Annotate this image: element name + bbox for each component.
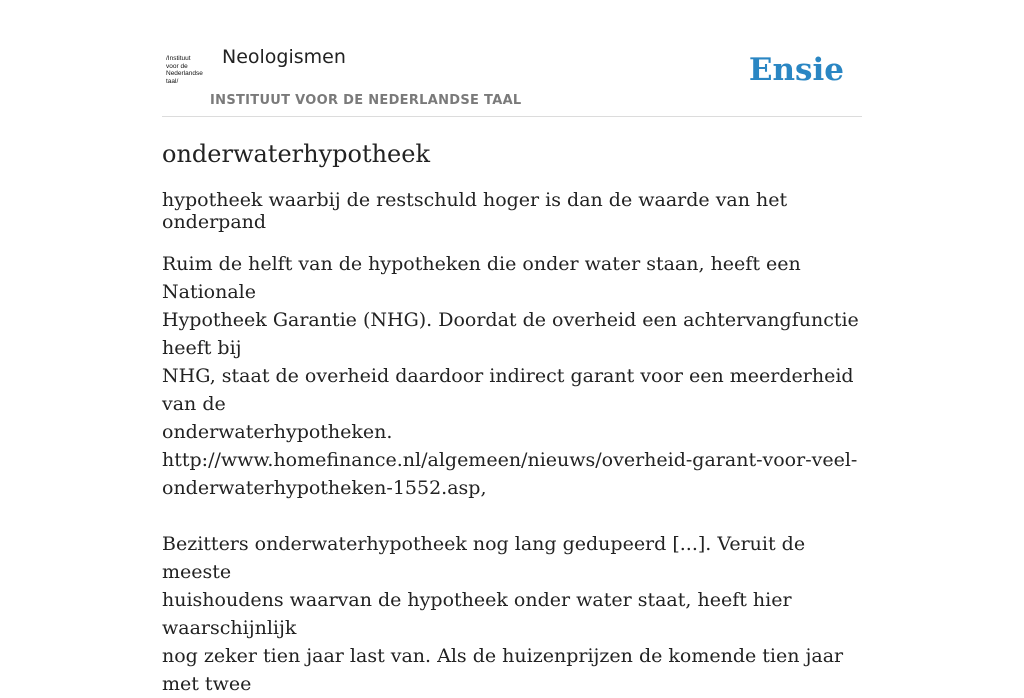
quote-line: Bezitters onderwaterhypotheek nog lang gedupeerd [...]. Veruit de meeste <box>162 533 806 583</box>
quote-line: onderwaterhypotheken. <box>162 421 393 443</box>
source-url-line: http://www.homefinance.nl/algemeen/nieuws/overheid-garant-voor-veel- <box>162 449 858 471</box>
quote-line: Ruim de helft van de hypotheken die onder water staan, heeft een Nationale <box>162 253 801 303</box>
entry-term: onderwaterhypotheek <box>162 140 430 168</box>
quote-line: huishoudens waarvan de hypotheek onder water staat, heeft hier waarschijnlijk <box>162 589 792 639</box>
quote-line: Hypotheek Garantie (NHG). Doordat de overheid een achtervangfunctie heeft bij <box>162 309 859 359</box>
paragraph-gap <box>162 502 862 530</box>
quote-line: nog zeker tien jaar last van. Als de huizenprijzen de komende tien jaar met twee <box>162 645 844 695</box>
ensie-logo-link[interactable]: Ensie <box>748 52 844 88</box>
entry-quotation <box>162 250 862 698</box>
dictionary-title[interactable]: Neologismen <box>222 46 346 68</box>
institute-logo[interactable]: /Instituut voor de Nederlandse taal/ <box>166 55 203 85</box>
site-header <box>162 40 862 117</box>
entry-content <box>162 140 862 698</box>
source-url-line: onderwaterhypotheken-1552.asp, <box>162 477 487 499</box>
organization-name: INSTITUUT VOOR DE NEDERLANDSE TAAL <box>210 93 522 108</box>
entry-definition: hypotheek waarbij de restschuld hoger is dan de waarde van het onderpand <box>162 189 788 233</box>
quote-line: NHG, staat de overheid daardoor indirect garant voor een meerderheid van de <box>162 365 854 415</box>
